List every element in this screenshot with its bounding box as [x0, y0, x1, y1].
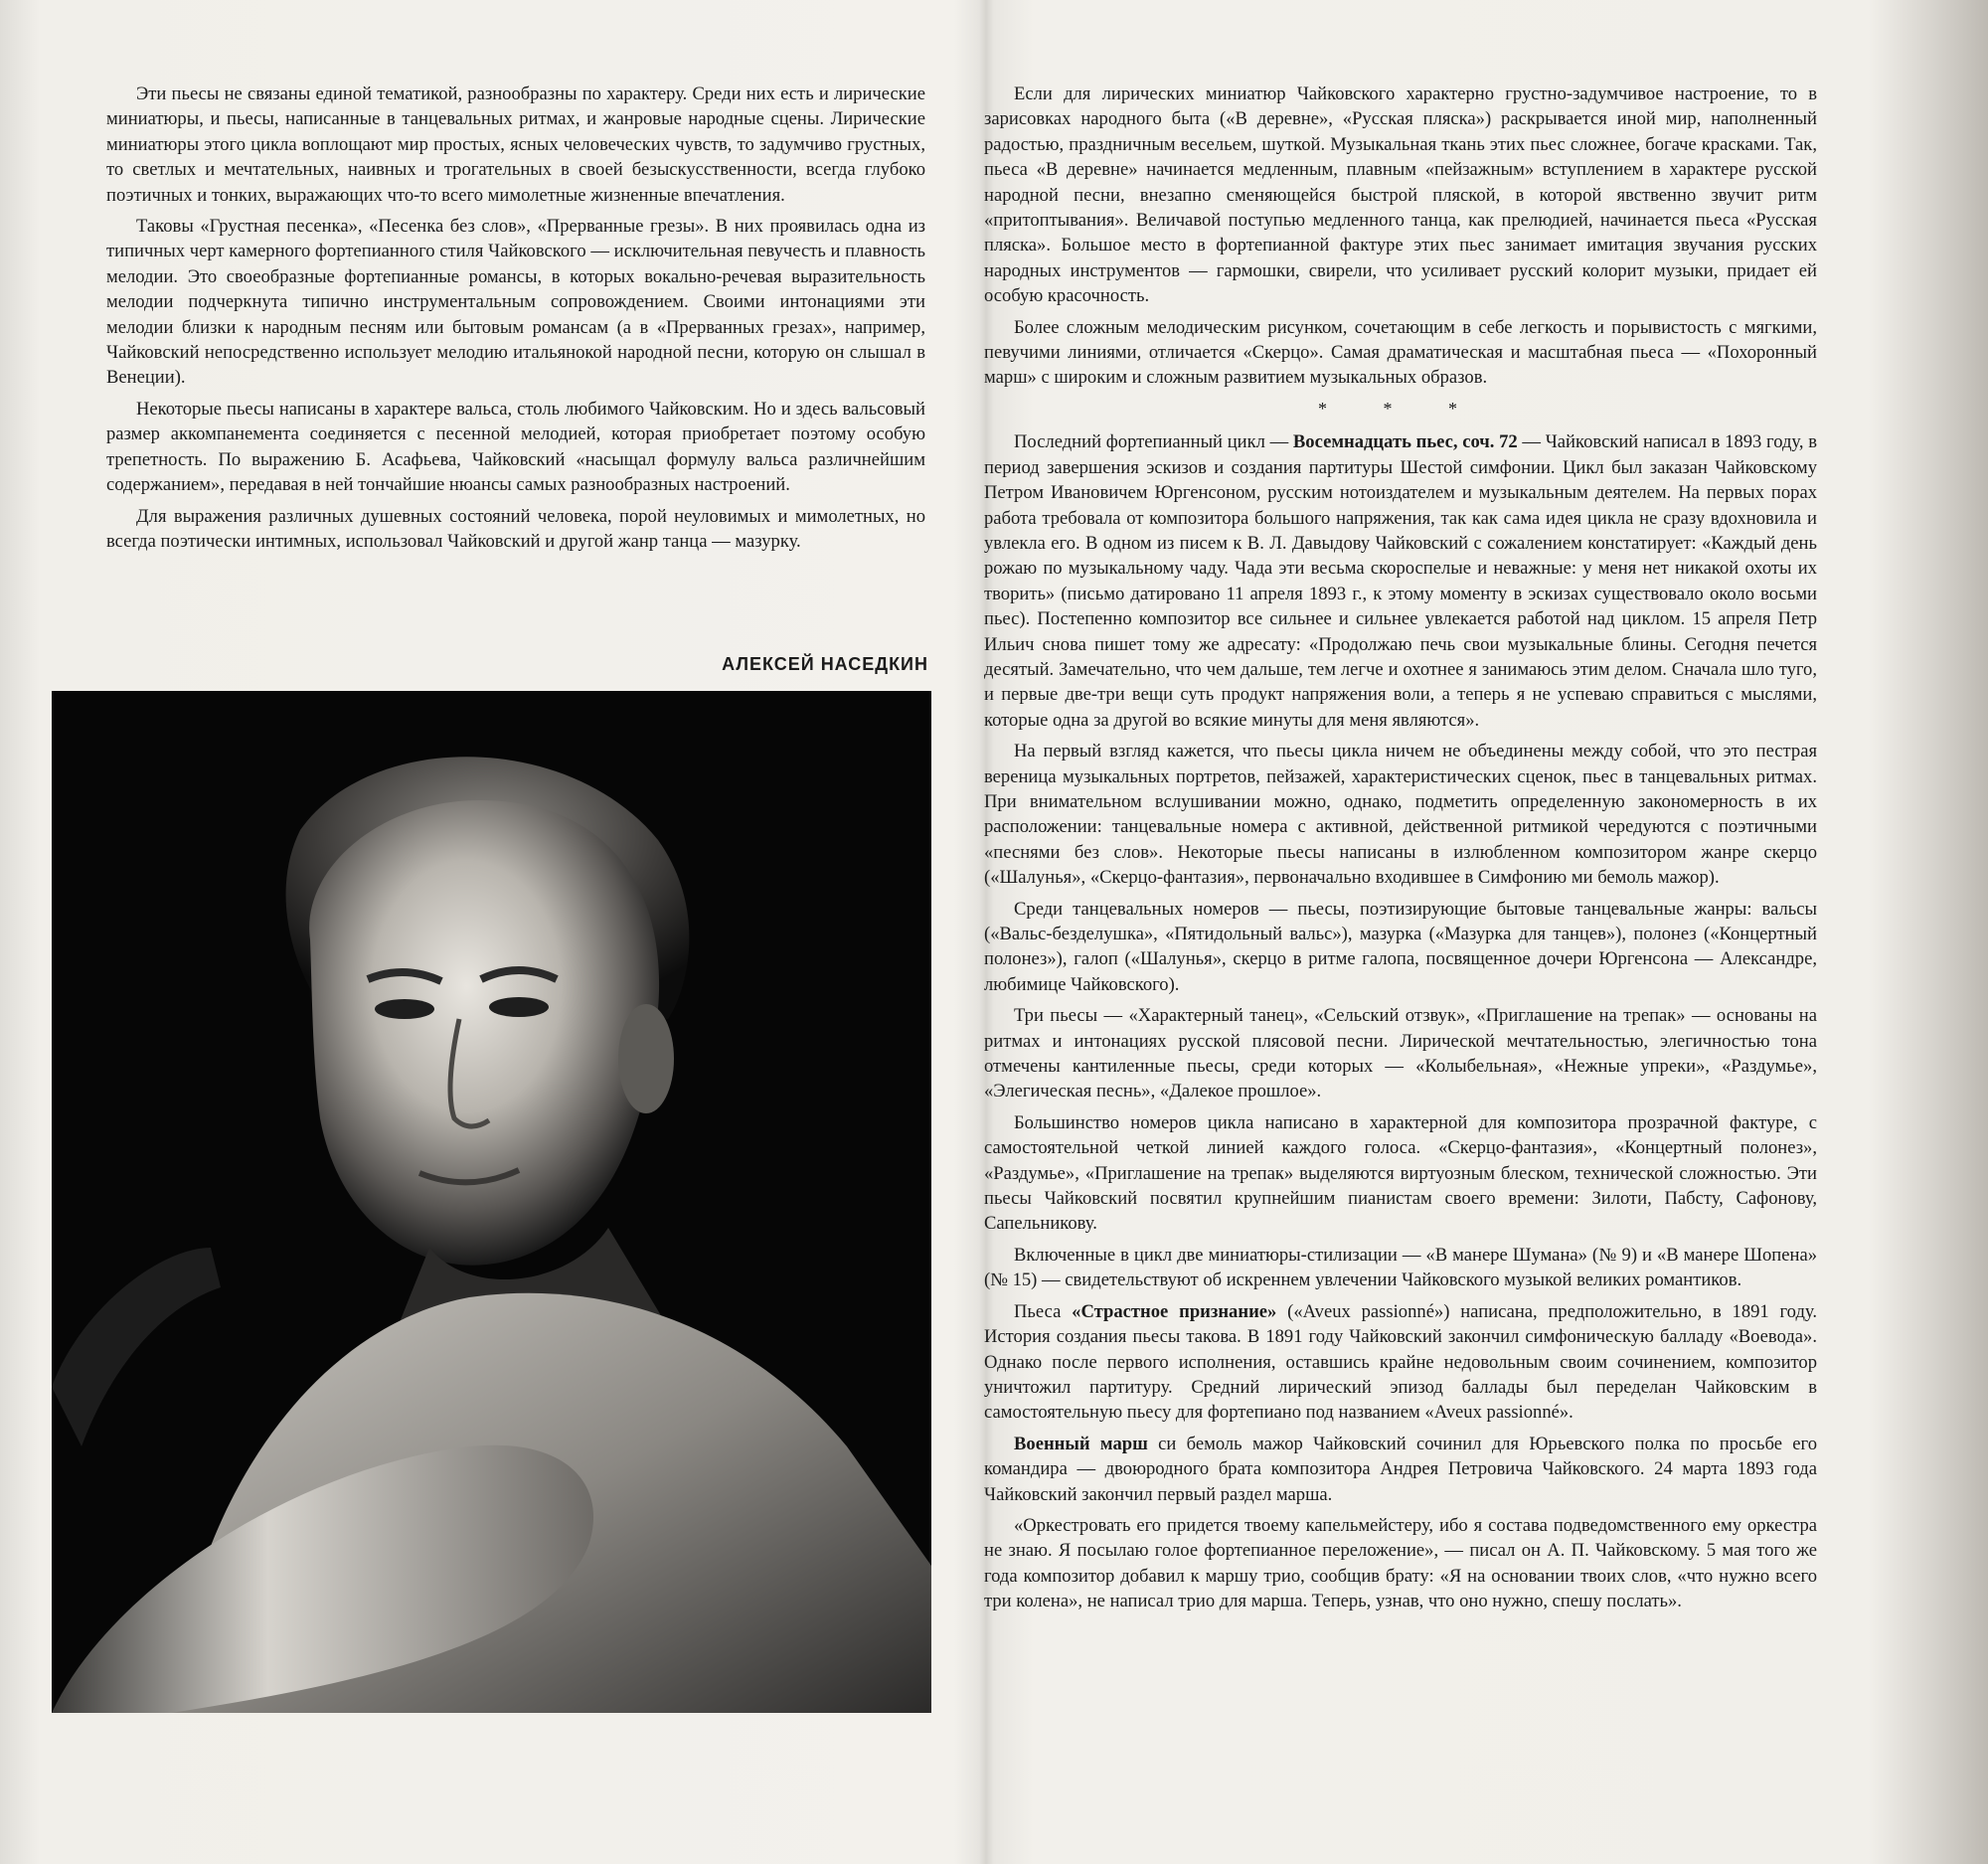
paragraph: Включенные в цикл две миниатюры-стилизации — «В манере Шумана» (№ 9) и «В манере Шопена» (№ 15) — свидетельствуют об искреннем увлечении Чайковского музыкой великих романтиков.: [984, 1244, 1817, 1291]
piece-title: Военный марш: [1014, 1433, 1148, 1454]
text-run: («Aveux passionné») написана, предположительно, в 1891 году. История создания пьесы такова. В 1891 году Чайковский закончил симфоническую балладу «Воевода». Однако после первого исполнения, оставшись крайне недовольным своим сочинением, композитор уничтожил партитуру. Средний лирический эпизод баллады был переделан Чайковским в самостоятельную пьесу для фортепиано под названием «Aveux passionné».: [984, 1300, 1817, 1424]
paragraph: На первый взгляд кажется, что пьесы цикла ничем не объединены между собой, что это пестрая вереница музыкальных портретов, пейзажей, характеристических сценок, пьес в танцевальных ритмах. При внимательном вслушивании можно, однако, подметить определенную закономерность в их расположении: танцевальные номера с активной, действенной ритмикой чередуются с поэтичными «песнями без слов». Некоторые пьесы написаны в излюбленном композитором жанре скерцо («Шалунья», «Скерцо-фантазия», первоначально входившее в Симфонию ми бемоль мажор).: [984, 741, 1817, 889]
left-column: [106, 82, 925, 554]
paragraph: Эти пьесы не связаны единой тематикой, разнообразны по характеру. Среди них есть и лирические миниатюры, и пьесы, написанные в танцевальных ритмах, и жанровые народные сцены. Лирические миниатюры этого цикла воплощают мир простых, ясных человеческих чувств, то задумчиво грустных, то светлых и мечтательных, наивных и трогательных в своей безыскусственности, всегда глубоко поэтичных и тонких, выражающих что-то всего мимолетные жизненные впечатления.: [106, 84, 925, 206]
paragraph: Три пьесы — «Характерный танец», «Сельский отзвук», «Приглашение на трепак» — основаны на ритмах и интонациях русской плясовой песни. Лирической мечтательностью, элегичностью тона отмечены кантиленные пьесы, среди которых — «Колыбельная», «Нежные упреки», «Раздумье», «Элегическая песнь», «Далекое прошлое».: [984, 1005, 1817, 1102]
paragraph: «Оркестровать его придется твоему капельмейстеру, ибо я состава подведомственного ему оркестра не знаю. Я посылаю голое фортепианное переложение», — писал он А. П. Чайковскому. 5 мая того же года композитор добавил к маршу трио, сообщив брату: «Я на основании твоих слов, «что нужно всего три колена», не написал трио для марша. Теперь, узнав, что оно нужно, спешу послать».: [984, 1514, 1817, 1612]
cycle-title: Восемнадцать пьес, соч. 72: [1292, 431, 1518, 453]
section-separator: * * *: [1318, 398, 1483, 419]
paragraph: Более сложным мелодическим рисунком, сочетающим в себе легкость и порывистость с мягкими, певучими линиями, отличается «Скерцо». Самая драматическая и масштабная пьеса — «Похоронный марш» с широким и сложным развитием музыкальных образов.: [984, 316, 1817, 389]
paragraph-cycle: [984, 429, 1817, 733]
paragraph: Большинство номеров цикла написано в характерной для композитора прозрачной фактуре, с самостоятельной четкой линией каждого голоса. «Скерцо-фантазия», «Концертный полонез», «Раздумье», «Приглашение на трепак» выделяются виртуозным блеском, технической сложностью. Эти пьесы Чайковский посвятил крупнейшим пианистам своего времени: Зилоти, Пабсту, Сафонову, Сапельникову.: [984, 1111, 1817, 1235]
author-name: АЛЕКСЕЙ НАСЕДКИН: [722, 654, 928, 674]
portrait-photo-icon: [52, 691, 931, 1713]
paragraph: Если для лирических миниатюр Чайковского характерно грустно-задумчивое настроение, то в зарисовках народного быта («В деревне», «Русская пляска») раскрывается иной мир, наполненный радостью, праздничным весельем, шуткой. Музыкальная ткань этих пьес сложнее, богаче красками. Так, пьеса «В деревне» начинается медленным, плавным «пейзажным» вступлением в характере русской народной песни, внезапно сменяющейся быстрой пляской, в которой явственно звучит ритм «притоптывания». Величавой поступью медленного танца, как прелюдией, начинается пьеса «Русская пляска». Большое место в фортепианной фактуре этих пьес занимает имитация звучания русских народных инструментов — гармошки, свирели, что усиливает русский колорит музыки, придает ей особую красочность.: [984, 84, 1817, 307]
paragraph-aveux: [984, 1299, 1817, 1426]
paragraph: Для выражения различных душевных состояний человека, порой неуловимых и мимолетных, но всегда поэтически интимных, использовал Чайковский и другой жанр танца — мазурку.: [106, 505, 925, 552]
paragraph-march: [984, 1432, 1817, 1507]
portrait-drawing: [52, 691, 931, 1713]
text-run: си бемоль мажор Чайковский сочинил для Юрьевского полка по просьбе его командира — двоюродного брата композитора Андрея Петровича Чайковского. 24 марта 1893 года Чайковский закончил первый раздел марша.: [984, 1433, 1817, 1505]
text-run: Последний фортепианный цикл —: [1014, 431, 1293, 453]
paragraph: Среди танцевальных номеров — пьесы, поэтизирующие бытовые танцевальные жанры: вальсы («Вальс-безделушка», «Пятидольный вальс»), мазурка («Мазурка для танцев»), полонез («Концертный полонез»), галоп («Шалунья», скерцо в ритме галопа, посвященное дочери Юргенсона — Александре, любимице Чайковского).: [984, 898, 1817, 995]
paragraph: Таковы «Грустная песенка», «Песенка без слов», «Прерванные грезы». В них проявилась одна из типичных черт камерного фортепианного стиля Чайковского — исключительная певучесть и плавность мелодии. Это своеобразные фортепианные романсы, в которых вокально-речевая выразительность мелодии подчеркнута типично инструментальным сопровождением. Своими интонациями эти мелодии близки к народным песням или бытовым романсам (а в «Прерванных грезах», например, Чайковский непосредственно использует мелодию итальянокой народной песни, которую он слышал в Венеции).: [106, 216, 925, 389]
piece-title: «Страстное признание»: [1072, 1300, 1277, 1322]
paragraph: Некоторые пьесы написаны в характере вальса, столь любимого Чайковским. Но и здесь вальсовый размер аккомпанемента соединяется с песенной мелодией, которая приобретает поэтому особую трепетность. По выражению Б. Асафьева, Чайковский «насыщал формулу вальса различнейшим содержанием», передавая в ней тончайшие нюансы самых разнообразных настроений.: [106, 398, 925, 496]
text-run: — Чайковский написал в 1893 году, в период завершения эскизов и создания партитуры Шестой симфонии. Цикл был заказан Чайковскому Петром Ивановичем Юргенсоном, русским нотоиздателем и музыкальным деятелем. На первых порах работа требовала от композитора большого напряжения, так как сама идея цикла не сразу вдохновила и увлекла его. В одном из писем к В. Л. Давыдову Чайковский с сожалением констатирует: «Каждый день рожаю по музыкальному чаду. Чада эти весьма скороспелые и неважные: у меня нет никакой охоты их творить» (письмо датировано 11 апреля 1893 г., к этому моменту в эскизах существовало около восьми пьес). Постепенно композитор все сильнее и сильнее увлекается работой над циклом. 15 апреля Петр Ильич снова пишет тому же адресату: «Продолжаю печь свои музыкальные блины. Сегодня печется десятый. Замечательно, что чем дальше, тем легче и охотнее я занимаюсь этим делом. Сначала шло туго, и первые две-три вещи суть продукт напряжения воли, а теперь я не успеваю справиться с мыслями, которые одна за другой во всякие минуты для меня являются».: [984, 431, 1817, 731]
text-run: Пьеса: [1014, 1300, 1073, 1322]
right-column: [984, 82, 1817, 1614]
